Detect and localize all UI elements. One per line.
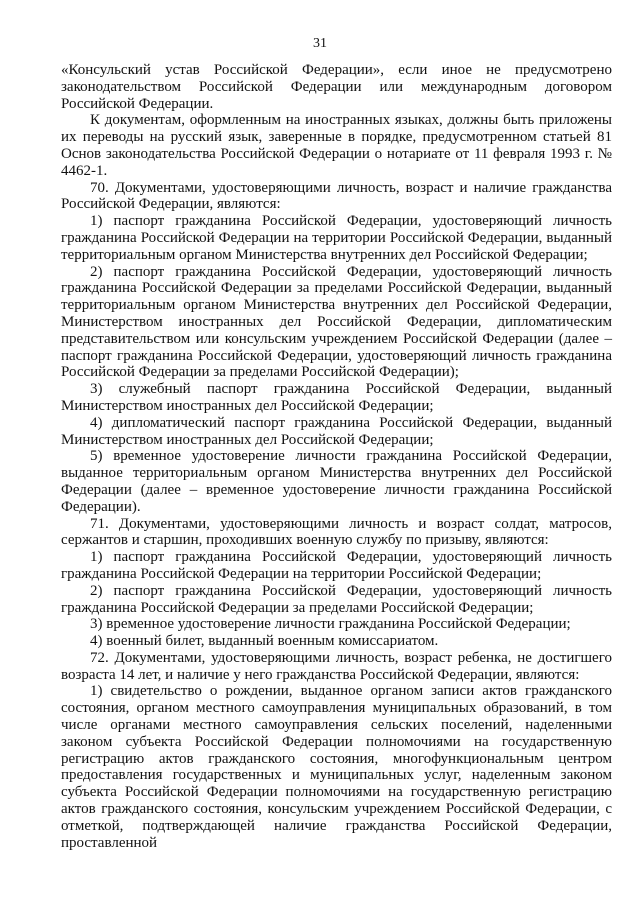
paragraph-foreign-documents: К документам, оформленным на иностранных языках, должны быть приложены их переводы на русский язык, заверенные в порядке, предусмотренном статьей 81 Основ законодательства Российской Федерации о нотариате от 11 февраля 1993 г. № 4462-1. (61, 112, 612, 179)
paragraph-71-item-2: 2) паспорт гражданина Российской Федерации, удостоверяющий личность гражданина Российской Федерации за пределами Российской Федерации; (61, 582, 612, 616)
paragraph-70-item-5: 5) временное удостоверение личности гражданина Российской Федерации, выданное территориальным органом Министерства внутренних дел Российской Федерации (далее – временное удостоверение личности гражданина Российской Федерации). (61, 448, 612, 515)
paragraph-consular-charter: «Консульский устав Российской Федерации», если иное не предусмотрено законодательством Российской Федерации или международным договором Российской Федерации. (61, 62, 612, 112)
paragraph-71-intro: 71. Документами, удостоверяющими личность и возраст солдат, матросов, сержантов и старшин, проходивших военную службу по призыву, являются: (61, 515, 612, 549)
paragraph-72-item-1: 1) свидетельство о рождении, выданное органом записи актов гражданского состояния, органом местного самоуправления муниципальных образований, в том числе органами местного самоуправления сельских поселений, наделенными законом субъекта Российской Федерации полномочиями на государственную регистрацию актов гражданского состояния, многофункциональным центром предоставления государственных и муниципальных услуг, наделенным законом субъекта Российской Федерации полномочиями на государственную регистрацию актов гражданского состояния, консульским учреждением Российской Федерации, с отметкой, подтверждающей наличие гражданства Российской Федерации, проставленной (61, 683, 612, 851)
paragraph-71-item-3: 3) временное удостоверение личности гражданина Российской Федерации; (90, 616, 571, 633)
paragraph-71-item-1: 1) паспорт гражданина Российской Федерации, удостоверяющий личность гражданина Российской Федерации на территории Российской Федерации; (61, 549, 612, 582)
paragraph-72-intro: 72. Документами, удостоверяющими личность, возраст ребенка, не достигшего возраста 14 лет, и наличие у него гражданства Российской Федерации, являются: (61, 649, 612, 683)
paragraph-70-item-2: 2) паспорт гражданина Российской Федерации, удостоверяющий личность гражданина Российской Федерации за пределами Российской Федерации, выданный территориальным органом Министерства внутренних дел Российской Федерации, Министерством иностранных дел Российской Федерации, дипломатическим представительством или консульским учреждением Российской Федерации (далее – паспорт гражданина Российской Федерации, удостоверяющий личность гражданина Российской Федерации за пределами Российской Федерации); (61, 263, 612, 381)
paragraph-71-item-4: 4) военный билет, выданный военным комиссариатом. (90, 633, 439, 650)
paragraph-70-intro: 70. Документами, удостоверяющими личность, возраст и наличие гражданства Российской Федерации, являются: (61, 179, 612, 213)
paragraph-70-item-3: 3) служебный паспорт гражданина Российской Федерации, выданный Министерством иностранных дел Российской Федерации; (61, 381, 612, 414)
document-body (61, 62, 612, 851)
paragraph-70-item-1: 1) паспорт гражданина Российской Федерации, удостоверяющий личность гражданина Российской Федерации на территории Российской Федерации, выданный территориальным органом Министерства внутренних дел Российской Федерации; (61, 213, 612, 263)
paragraph-70-item-4: 4) дипломатический паспорт гражданина Российской Федерации, выданный Министерством иностранных дел Российской Федерации; (61, 414, 612, 448)
page-number: 31 (313, 36, 327, 51)
